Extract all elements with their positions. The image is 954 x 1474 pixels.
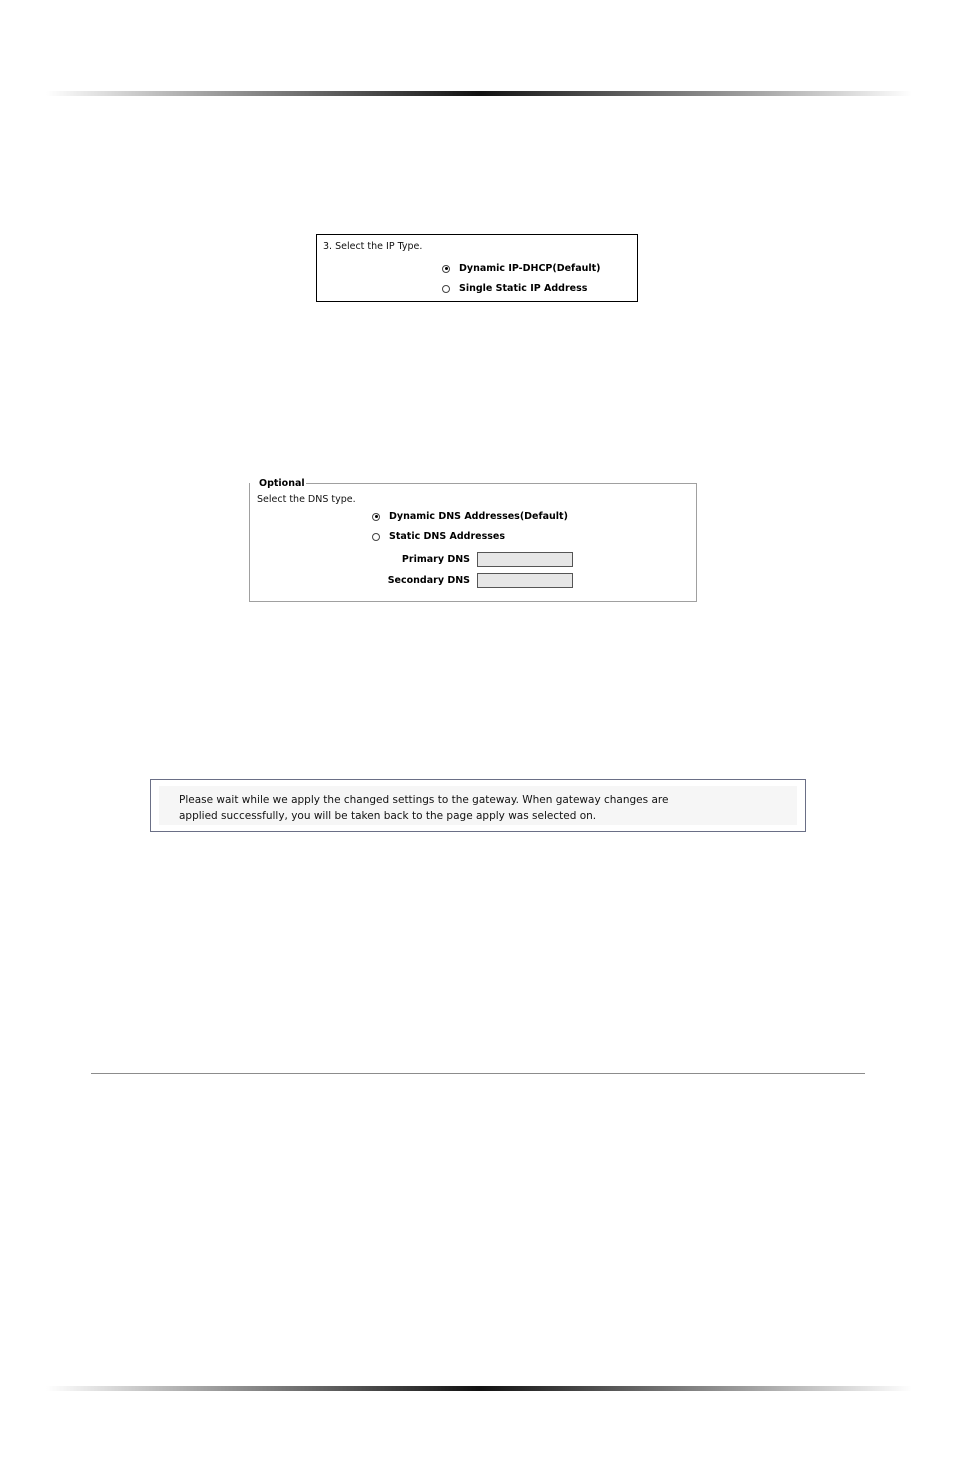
- bottom-gradient-rule: [46, 1386, 912, 1391]
- ip-type-heading: 3. Select the IP Type.: [323, 241, 423, 252]
- apply-message-inner: [159, 786, 797, 825]
- secondary-dns-input[interactable]: [477, 573, 573, 588]
- radio-label-static-ip: Single Static IP Address: [459, 283, 588, 294]
- section-divider: [91, 1073, 865, 1074]
- radio-label-dynamic-dns: Dynamic DNS Addresses(Default): [389, 511, 568, 522]
- ip-type-panel: [316, 234, 638, 302]
- radio-label-dynamic-ip: Dynamic IP-DHCP(Default): [459, 263, 601, 274]
- primary-dns-input[interactable]: [477, 552, 573, 567]
- radio-static-dns[interactable]: [372, 533, 380, 541]
- radio-dynamic-dns[interactable]: [372, 513, 380, 521]
- dns-option-static[interactable]: [372, 531, 505, 542]
- top-gradient-rule: [46, 91, 912, 96]
- dns-type-heading: Select the DNS type.: [257, 494, 356, 505]
- apply-message-line-2: applied successfully, you will be taken back to the page apply was selected on.: [179, 810, 597, 822]
- apply-message-text: [179, 792, 739, 824]
- dns-fieldset-top-border: [303, 483, 697, 484]
- dns-option-dynamic[interactable]: [372, 511, 568, 522]
- apply-message-line-1: Please wait while we apply the changed settings to the gateway. When gateway changes are: [179, 794, 669, 806]
- primary-dns-label: Primary DNS: [401, 554, 470, 565]
- ip-type-option-dynamic[interactable]: [442, 263, 601, 274]
- radio-static-ip[interactable]: [442, 285, 450, 293]
- ip-type-option-static[interactable]: [442, 283, 587, 294]
- radio-dynamic-ip[interactable]: [442, 265, 450, 273]
- radio-label-static-dns: Static DNS Addresses: [389, 531, 506, 542]
- secondary-dns-label: Secondary DNS: [387, 575, 470, 586]
- dns-legend: Optional: [259, 478, 305, 489]
- apply-message-panel: [150, 779, 806, 832]
